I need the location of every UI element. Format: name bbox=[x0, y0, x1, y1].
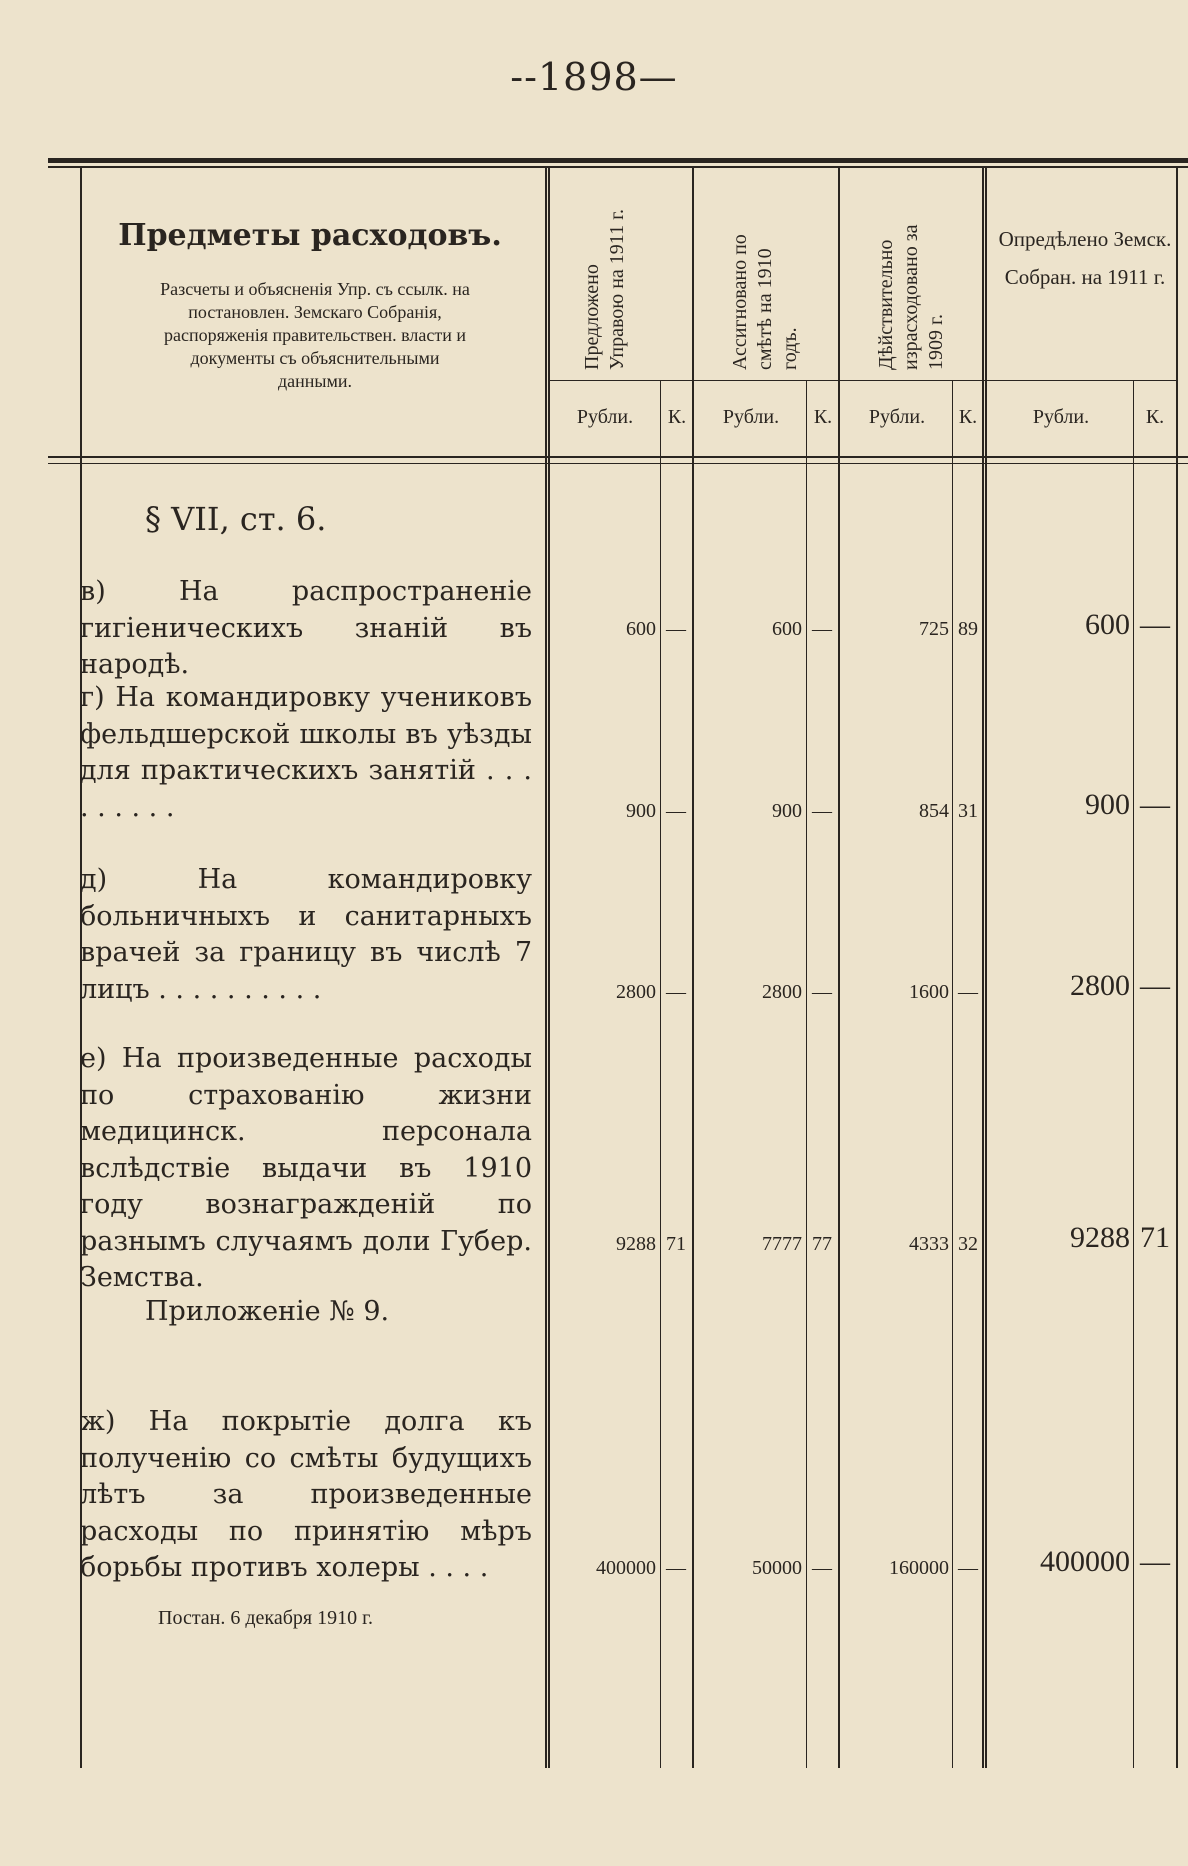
footnote: Постан. 6 декабря 1910 г. bbox=[158, 1607, 374, 1629]
col-divider bbox=[692, 168, 694, 1768]
spent-kop: 89 bbox=[958, 618, 978, 640]
assigned-rub: 7777 bbox=[762, 1233, 802, 1255]
col-divider bbox=[548, 168, 550, 1768]
assigned-rub: 50000 bbox=[752, 1557, 802, 1579]
top-rule-thin bbox=[48, 166, 1188, 168]
spent-kop: 31 bbox=[958, 800, 978, 822]
col-divider bbox=[545, 168, 547, 1768]
col-divider bbox=[985, 168, 987, 1768]
proposed-kop: — bbox=[666, 800, 686, 822]
determined-rub: 900 bbox=[1085, 788, 1130, 821]
spent-rub: 1600 bbox=[909, 981, 949, 1003]
proposed-kop: — bbox=[666, 618, 686, 640]
determined-rub: 400000 bbox=[1040, 1545, 1130, 1578]
col-divider bbox=[660, 380, 661, 1768]
determined-kop: 71 bbox=[1140, 1221, 1170, 1254]
assigned-rub: 2800 bbox=[762, 981, 802, 1003]
header-description: Разсчеты и объясненія Упр. съ ссылк. на постановлен. Земскаго Собранія, распоряженія правительствен. власти и документы съ объяснительными данными. bbox=[160, 279, 470, 391]
spent-kop: 32 bbox=[958, 1233, 978, 1255]
row-text: ж) На покрытіе долга къ полученію со смѣты будущихъ лѣтъ за произведенные расходы по принятію мѣръ борьбы противъ холеры . . . . bbox=[80, 1406, 532, 1583]
col-divider bbox=[1133, 380, 1134, 1768]
section-heading: § VII, ст. 6. bbox=[145, 500, 327, 538]
determined-kop: — bbox=[1140, 788, 1170, 821]
unit-kop: К. bbox=[1145, 406, 1165, 428]
determined-kop: — bbox=[1140, 608, 1170, 641]
unit-rub: Рубли. bbox=[576, 406, 634, 428]
assigned-kop: 77 bbox=[812, 1233, 832, 1255]
table-right-border bbox=[1176, 168, 1178, 1768]
determined-rub: 9288 bbox=[1070, 1221, 1130, 1254]
appendix-label: Приложеніе № 9. bbox=[145, 1296, 390, 1327]
header-title: Предметы расходовъ. bbox=[118, 218, 502, 253]
header-bottom-rule bbox=[48, 456, 1188, 458]
row-text: е) На произведенные расходы по страхованію жизни медицинск. персонала вслѣдствіе выдачи въ 1910 году вознагражденій по разнымъ случаямъ доли Губер. Земства. bbox=[80, 1043, 532, 1293]
assigned-rub: 600 bbox=[772, 618, 802, 640]
row-text: д) На командировку больничныхъ и санитарныхъ врачей за границу въ числѣ 7 лицъ . . . . . . . . . . bbox=[80, 864, 532, 1005]
unit-kop: К. bbox=[667, 406, 687, 428]
col-head-proposed: Предложено Управою на 1911 г. bbox=[581, 208, 628, 370]
unit-kop: К. bbox=[813, 406, 833, 428]
header-bottom-rule-2 bbox=[48, 463, 1188, 464]
determined-kop: — bbox=[1140, 1545, 1170, 1578]
spent-rub: 4333 bbox=[909, 1233, 949, 1255]
proposed-kop: — bbox=[666, 1557, 686, 1579]
unit-rub: Рубли. bbox=[868, 406, 926, 428]
determined-rub: 600 bbox=[1085, 608, 1130, 641]
determined-kop: — bbox=[1140, 969, 1170, 1002]
col-head-assigned: Ассигновано по смѣтѣ на 1910 годъ. bbox=[729, 234, 801, 370]
spent-rub: 725 bbox=[919, 618, 949, 640]
proposed-rub: 400000 bbox=[596, 1557, 656, 1579]
col-head-spent: Дѣйствительно израсходовано за 1909 г. bbox=[875, 224, 947, 370]
col-divider bbox=[838, 168, 840, 1768]
page-number: --1898— bbox=[510, 55, 678, 99]
proposed-rub: 9288 bbox=[616, 1233, 656, 1255]
proposed-kop: 71 bbox=[666, 1233, 686, 1255]
proposed-rub: 2800 bbox=[616, 981, 656, 1003]
determined-rub: 2800 bbox=[1070, 969, 1130, 1002]
top-rule bbox=[48, 158, 1188, 163]
header-sub-rule bbox=[548, 380, 1178, 381]
assigned-kop: — bbox=[812, 618, 832, 640]
assigned-kop: — bbox=[812, 800, 832, 822]
row-text: в) На распространеніе гигіеническихъ знаній въ народѣ. bbox=[80, 576, 532, 680]
spent-kop: — bbox=[958, 981, 978, 1003]
assigned-rub: 900 bbox=[772, 800, 802, 822]
proposed-rub: 600 bbox=[626, 618, 656, 640]
spent-rub: 160000 bbox=[889, 1557, 949, 1579]
assigned-kop: — bbox=[812, 981, 832, 1003]
row-text: г) На командировку учениковъ фельдшерской школы въ уѣзды для практическихъ занятій . . . . . . . . . bbox=[80, 682, 532, 823]
proposed-rub: 900 bbox=[626, 800, 656, 822]
proposed-kop: — bbox=[666, 981, 686, 1003]
unit-rub: Рубли. bbox=[1032, 406, 1090, 428]
col-divider bbox=[806, 380, 807, 1768]
col-head-determined: Опредѣлено Земск. Собран. на 1911 г. bbox=[998, 227, 1172, 289]
unit-kop: К. bbox=[958, 406, 978, 428]
assigned-kop: — bbox=[812, 1557, 832, 1579]
spent-rub: 854 bbox=[919, 800, 949, 822]
unit-rub: Рубли. bbox=[722, 406, 780, 428]
spent-kop: — bbox=[958, 1557, 978, 1579]
